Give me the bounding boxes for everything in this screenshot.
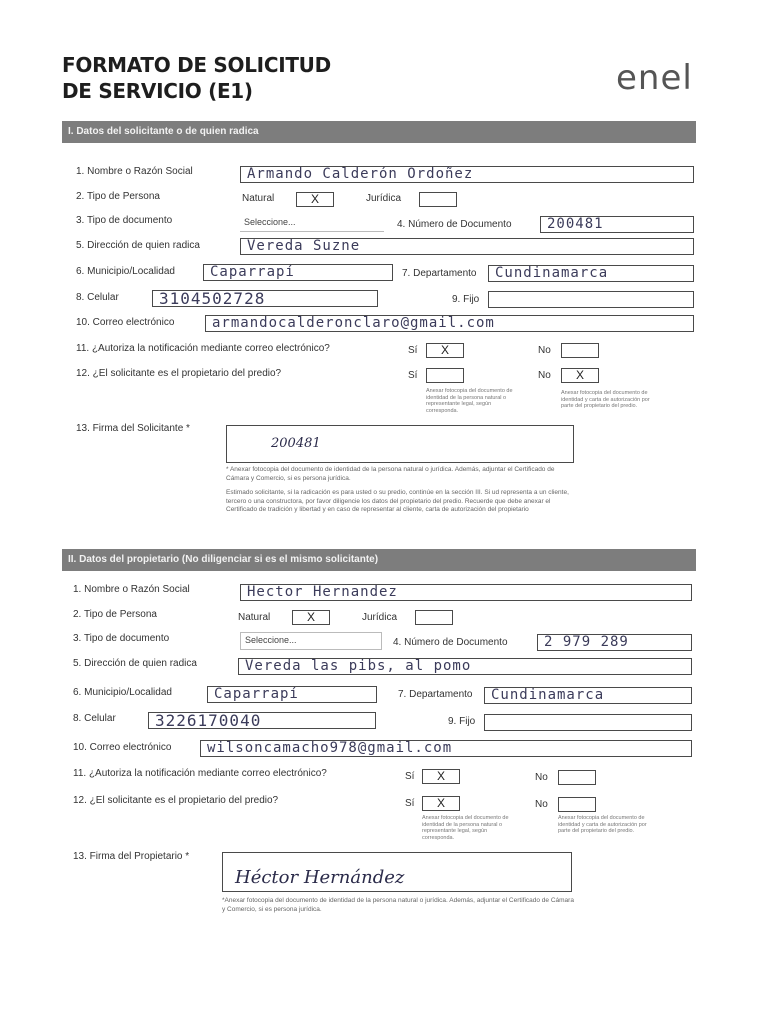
s1-numero-documento-field[interactable]: 200481: [540, 216, 694, 233]
s2-firma-box[interactable]: [222, 852, 572, 892]
s2-municipio-field[interactable]: Caparrapí: [207, 686, 377, 703]
s2-anexar-si-note: Anexar fotocopia del documento de identidad de la persona natural o representante legal, según corresponda.: [422, 815, 509, 841]
s2-departamento-field[interactable]: Cundinamarca: [484, 687, 692, 704]
s2-fijo-label: 9. Fijo: [448, 716, 476, 727]
s2-propietario-label: 12. ¿El solicitante es el propietario del predio?: [73, 795, 279, 806]
s1-firma-note: * Anexar fotocopia del documento de identidad de la persona natural o jurídica. Además, adjuntar el Certificado de Cámara y Comercio, si es persona jurídica.: [226, 466, 555, 482]
s1-autoriza-no-label: No: [538, 345, 551, 356]
s1-propietario-no-checkbox[interactable]: X: [561, 368, 599, 383]
section1-header: I. Datos del solicitante o de quien radica: [62, 121, 696, 143]
s1-anexar-si-note: Anexar fotocopia del documento de identidad de la persona natural o representante legal, según corresponda.: [426, 388, 513, 414]
s1-nombre-label: 1. Nombre o Razón Social: [76, 166, 193, 177]
s1-natural-label: Natural: [242, 193, 275, 204]
s2-natural-checkbox[interactable]: X: [292, 610, 330, 625]
s2-firma-label: 13. Firma del Propietario *: [73, 851, 190, 862]
s2-anexar-no-note: Anexar fotocopia del documento de identidad y carta de autorización por parte del propietario del predio.: [558, 815, 647, 834]
s1-fijo-field[interactable]: [488, 291, 694, 308]
enel-logo: enel: [616, 58, 693, 98]
s1-propietario-no-label: No: [538, 370, 551, 381]
section2-header: II. Datos del propietario (No diligenciar si es el mismo solicitante): [62, 549, 696, 571]
s1-estimado-note: Estimado solicitante, si la radicación es para usted o su predio, continúe en la sección III. Si ud representa a un cliente, tercero o una constructora, por favor diligencie los datos del propietario del predio. Recuerde que debe anexar el Certificado de tradición y libertad y en caso de representar al cliente, carta de autorización del propietario: [226, 489, 569, 513]
s2-direccion-field[interactable]: Vereda las pibs, al pomo: [238, 658, 692, 675]
s1-tipo-documento-label: 3. Tipo de documento: [76, 215, 173, 226]
s2-tipo-documento-label: 3. Tipo de documento: [73, 633, 170, 644]
s1-juridica-checkbox[interactable]: [419, 192, 457, 207]
s2-correo-label: 10. Correo electrónico: [73, 742, 172, 753]
s2-celular-field[interactable]: 3226170040: [148, 712, 376, 729]
s1-propietario-si-checkbox[interactable]: [426, 368, 464, 383]
s1-juridica-label: Jurídica: [366, 193, 402, 204]
s2-propietario-no-checkbox[interactable]: [558, 797, 596, 812]
s2-municipio-label: 6. Municipio/Localidad: [73, 687, 172, 698]
s1-autoriza-si-checkbox[interactable]: X: [426, 343, 464, 358]
s2-nombre-field[interactable]: Hector Hernandez: [240, 584, 692, 601]
s1-autoriza-label: 11. ¿Autoriza la notificación mediante correo electrónico?: [76, 343, 330, 354]
s2-departamento-label: 7. Departamento: [398, 689, 473, 700]
s2-autoriza-no-label: No: [535, 772, 548, 783]
s2-juridica-checkbox[interactable]: [415, 610, 453, 625]
s2-numero-documento-label: 4. Número de Documento: [393, 637, 508, 648]
s1-celular-label: 8. Celular: [76, 292, 119, 303]
s2-tipo-persona-label: 2. Tipo de Persona: [73, 609, 157, 620]
s2-firma-signature: Héctor Hernández: [235, 867, 405, 888]
form-title-line1: FORMATO DE SOLICITUD: [62, 53, 331, 77]
s1-autoriza-si-label: Sí: [408, 345, 418, 356]
s1-propietario-label: 12. ¿El solicitante es el propietario del predio?: [76, 368, 282, 379]
s2-autoriza-si-checkbox[interactable]: X: [422, 769, 460, 784]
s1-fijo-label: 9. Fijo: [452, 294, 480, 305]
form-title-line2: DE SERVICIO (E1): [62, 79, 253, 103]
s1-direccion-label: 5. Dirección de quien radica: [76, 240, 200, 251]
s2-propietario-si-checkbox[interactable]: X: [422, 796, 460, 811]
s2-propietario-no-label: No: [535, 799, 548, 810]
s1-firma-label: 13. Firma del Solicitante *: [76, 423, 190, 434]
s2-celular-label: 8. Celular: [73, 713, 116, 724]
s1-correo-label: 10. Correo electrónico: [76, 317, 175, 328]
s1-propietario-si-label: Sí: [408, 370, 418, 381]
s1-anexar-no-note: Anexar fotocopia del documento de identidad y carta de autorización por parte del propietario del predio.: [561, 390, 650, 409]
s2-autoriza-no-checkbox[interactable]: [558, 770, 596, 785]
s2-fijo-field[interactable]: [484, 714, 692, 731]
s1-departamento-field[interactable]: Cundinamarca: [488, 265, 694, 282]
s1-departamento-label: 7. Departamento: [402, 268, 477, 279]
s2-tipo-documento-select[interactable]: Seleccione...: [240, 632, 382, 650]
s1-correo-field[interactable]: armandocalderonclaro@gmail.com: [205, 315, 694, 332]
s2-autoriza-si-label: Sí: [405, 771, 415, 782]
s2-numero-documento-field[interactable]: 2 979 289: [537, 634, 692, 651]
s2-juridica-label: Jurídica: [362, 612, 398, 623]
s2-propietario-si-label: Sí: [405, 798, 415, 809]
s1-natural-checkbox[interactable]: X: [296, 192, 334, 207]
s2-direccion-label: 5. Dirección de quien radica: [73, 658, 197, 669]
s1-numero-documento-label: 4. Número de Documento: [397, 219, 512, 230]
s1-autoriza-no-checkbox[interactable]: [561, 343, 599, 358]
s2-autoriza-label: 11. ¿Autoriza la notificación mediante correo electrónico?: [73, 768, 327, 779]
s1-tipo-persona-label: 2. Tipo de Persona: [76, 191, 160, 202]
s1-firma-signature: 200481: [271, 436, 321, 451]
form-title: [62, 52, 331, 104]
s1-direccion-field[interactable]: Vereda Suzne: [240, 238, 694, 255]
s2-firma-note: *Anexar fotocopia del documento de identidad de la persona natural o jurídica. Además, adjuntar el Certificado de Cámara y Comercio, si es persona jurídica.: [222, 897, 574, 913]
s1-nombre-field[interactable]: Armando Calderón Ordoñez: [240, 166, 694, 183]
s2-correo-field[interactable]: wilsoncamacho978@gmail.com: [200, 740, 692, 757]
s1-municipio-label: 6. Municipio/Localidad: [76, 266, 175, 277]
s1-municipio-field[interactable]: Caparrapí: [203, 264, 393, 281]
s2-nombre-label: 1. Nombre o Razón Social: [73, 584, 190, 595]
s2-natural-label: Natural: [238, 612, 271, 623]
s1-tipo-documento-select[interactable]: Seleccione...: [240, 215, 384, 232]
s1-firma-box[interactable]: [226, 425, 574, 463]
s1-celular-field[interactable]: 3104502728: [152, 290, 378, 307]
